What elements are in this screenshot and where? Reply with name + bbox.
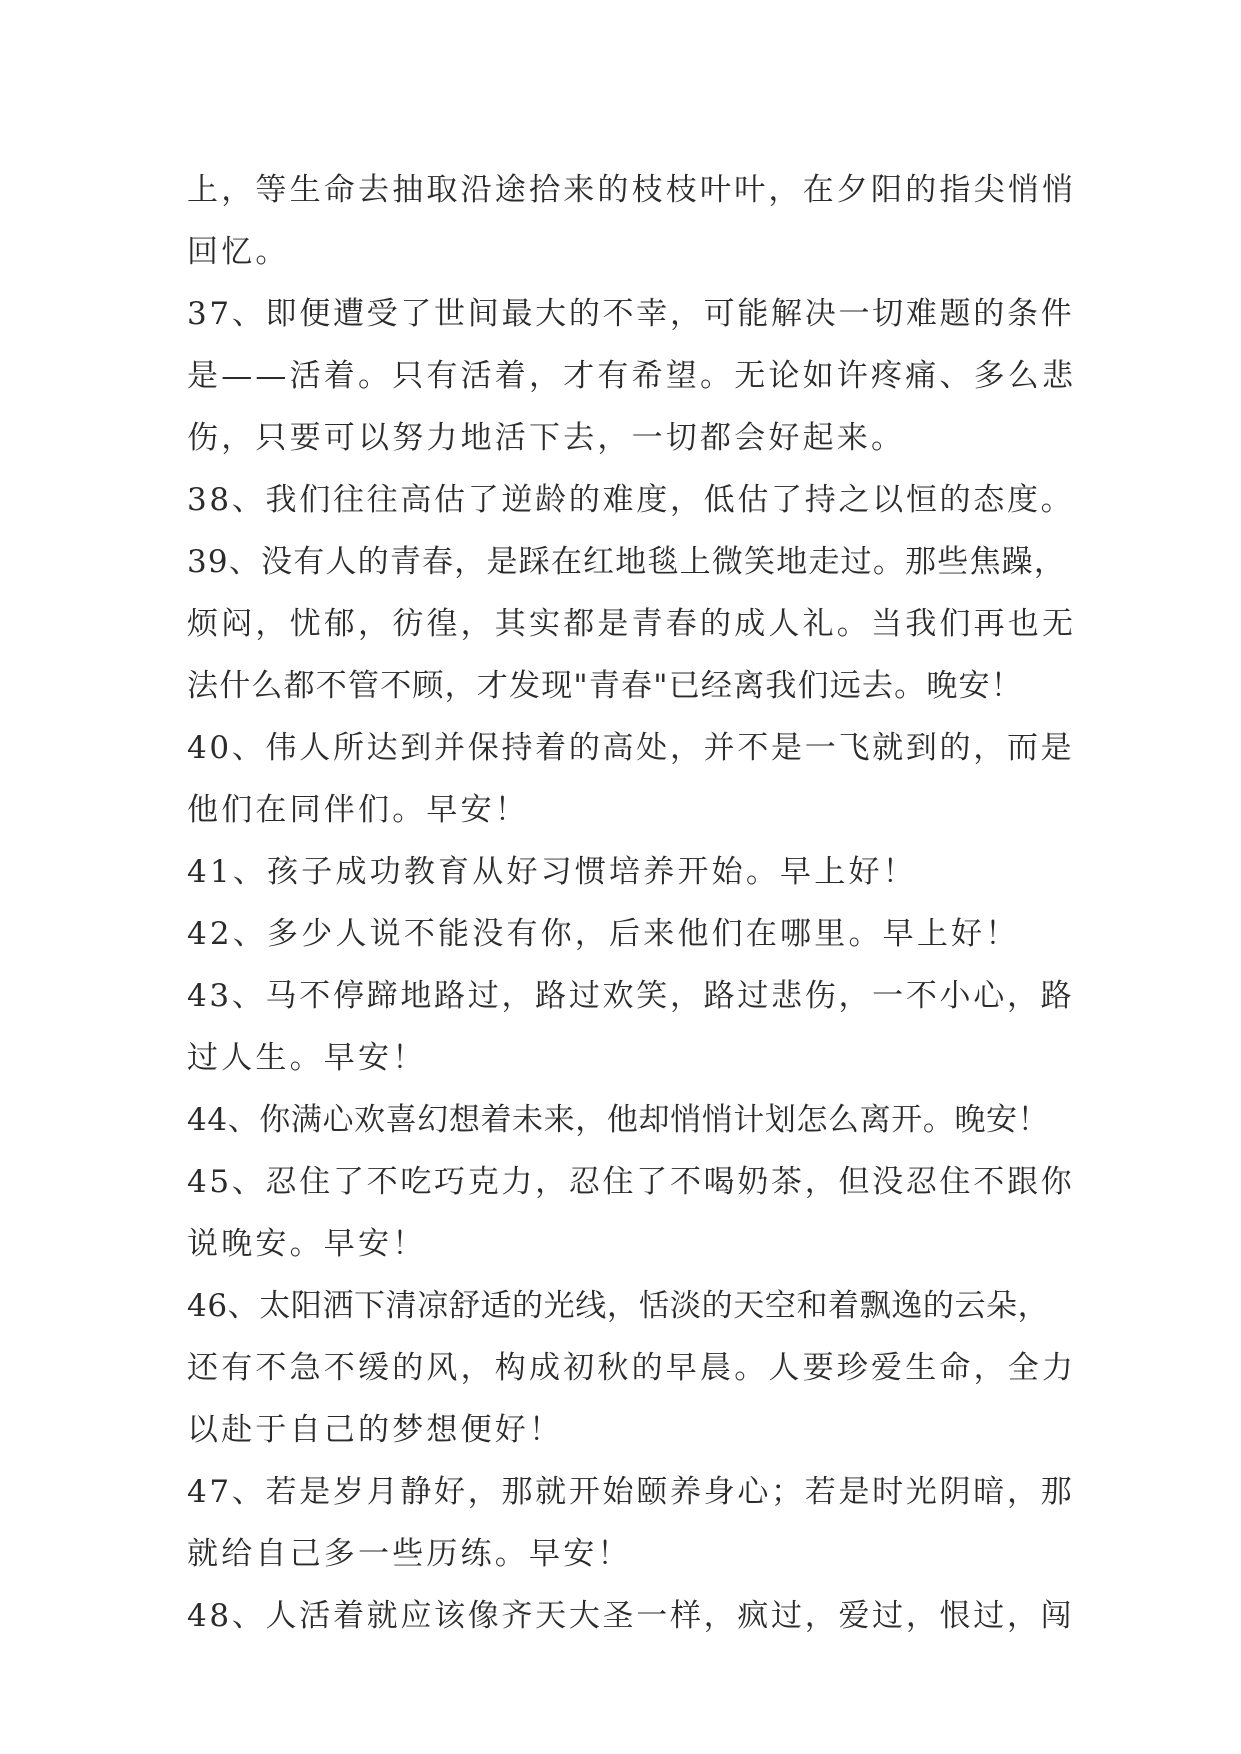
- text-line: 回忆。: [187, 234, 290, 270]
- text-line: 39、没有人的青春，是踩在红地毯上微笑地走过。那些焦躁，: [187, 544, 1067, 580]
- text-line: 法什么都不管不顾，才发现"青春"已经离我们远去。晚安！: [187, 668, 1023, 704]
- text-line: 还有不急不缓的风，构成初秋的早晨。人要珍爱生命，全力: [187, 1350, 1077, 1386]
- text-line: 45、忍住了不吃巧克力，忍住了不喝奶茶，但没忍住不跟你: [187, 1164, 1075, 1200]
- text-line: 就给自己多一些历练。早安！: [187, 1536, 632, 1572]
- text-line: 40、伟人所达到并保持着的高处，并不是一飞就到的，而是: [187, 730, 1075, 766]
- document-body-text: [187, 159, 1077, 1647]
- text-line: 是——活着。只有活着，才有希望。无论如许疼痛、多么悲: [187, 358, 1077, 394]
- text-line: 烦闷，忧郁，彷徨，其实都是青春的成人礼。当我们再也无: [187, 606, 1077, 642]
- text-line: 37、即便遭受了世间最大的不幸，可能解决一切难题的条件: [187, 296, 1075, 332]
- text-line: 48、人活着就应该像齐天大圣一样，疯过，爱过，恨过，闯: [187, 1598, 1075, 1634]
- text-line: 47、若是岁月静好，那就开始颐养身心；若是时光阴暗，那: [187, 1474, 1075, 1510]
- text-line: 伤，只要可以努力地活下去，一切都会好起来。: [187, 420, 906, 456]
- text-line: 42、多少人说不能没有你，后来他们在哪里。早上好！: [187, 916, 1020, 952]
- text-line: 他们在同伴们。早安！: [187, 792, 529, 828]
- text-line: 43、马不停蹄地路过，路过欢笑，路过悲伤，一不小心，路: [187, 978, 1075, 1014]
- text-line: 41、孩子成功教育从好习惯培养开始。早上好！: [187, 854, 917, 890]
- text-line: 以赴于自己的梦想便好！: [187, 1412, 564, 1448]
- text-line: 38、我们往往高估了逆龄的难度，低估了持之以恒的态度。: [187, 482, 1075, 518]
- text-line: 44、你满心欢喜幻想着未来，他却悄悄计划怎么离开。晚安！: [187, 1102, 1050, 1138]
- text-line: 过人生。早安！: [187, 1040, 427, 1076]
- text-line: 说晚安。早安！: [187, 1226, 427, 1262]
- text-line: 上，等生命去抽取沿途拾来的枝枝叶叶，在夕阳的指尖悄悄: [187, 172, 1077, 208]
- text-line: 46、太阳洒下清凉舒适的光线，恬淡的天空和着飘逸的云朵，: [187, 1288, 1050, 1324]
